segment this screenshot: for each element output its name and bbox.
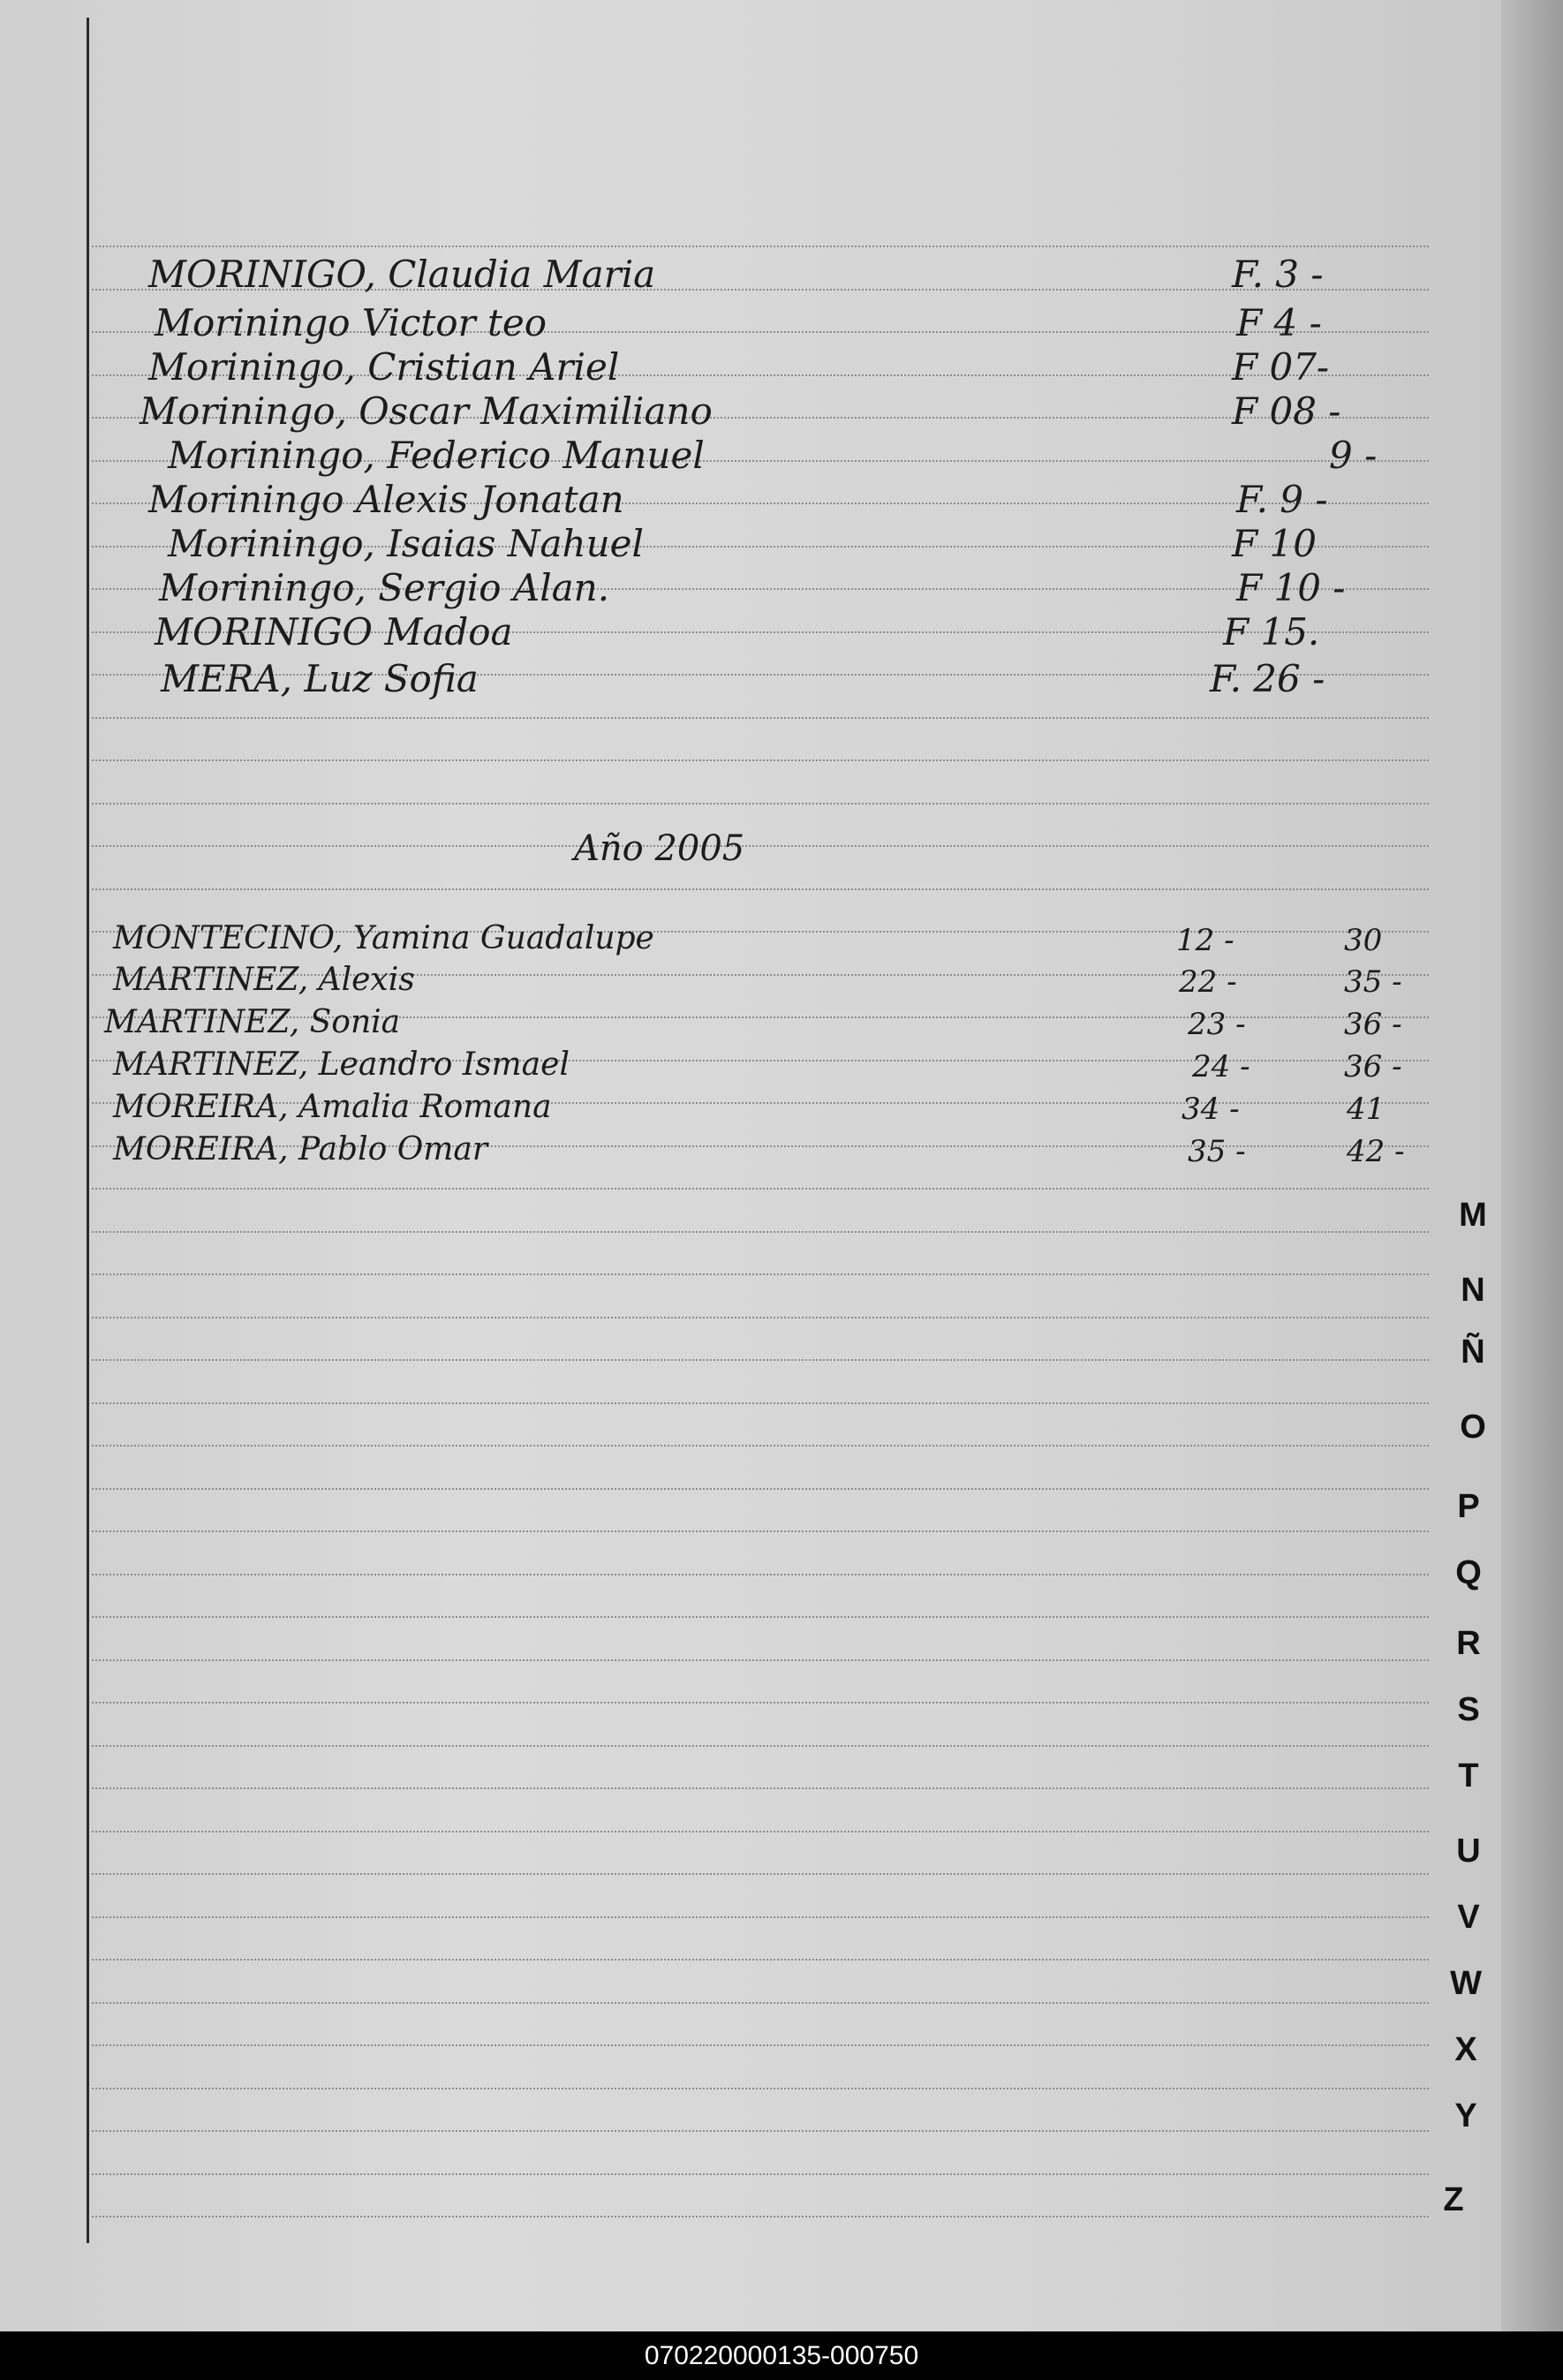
ruled-line xyxy=(92,759,1429,761)
entry-name: Moriningo, Cristian Ariel xyxy=(148,345,620,389)
entry-name: Moriningo, Sergio Alan. xyxy=(159,566,610,609)
entry-ref: F 07- xyxy=(1232,345,1330,389)
entry-ref: F 15. xyxy=(1223,610,1320,654)
entry-col2: 35 - xyxy=(1344,964,1402,1000)
ruled-line xyxy=(92,1745,1429,1747)
index-tab-p[interactable]: P xyxy=(1457,1488,1480,1525)
entry-col1: 24 - xyxy=(1192,1049,1250,1084)
entry-col2: 30 xyxy=(1344,923,1383,958)
ruled-line xyxy=(92,2130,1429,2132)
entry-col2: 36 - xyxy=(1344,1049,1402,1084)
ruled-line xyxy=(92,1659,1429,1661)
entry-ref: F. 3 - xyxy=(1232,253,1324,296)
ruled-line xyxy=(92,2088,1429,2089)
index-tab-t[interactable]: T xyxy=(1458,1757,1479,1794)
footer-code: 070220000135-000750 xyxy=(0,2331,1563,2380)
ruled-line xyxy=(92,1959,1429,1961)
ruled-line xyxy=(92,1317,1429,1318)
ruled-line xyxy=(92,1831,1429,1832)
ruled-line xyxy=(92,1273,1429,1275)
ruled-line xyxy=(92,246,1429,247)
ruled-line xyxy=(92,1188,1429,1190)
ruled-line xyxy=(92,2044,1429,2046)
page-right-edge xyxy=(1501,0,1563,2331)
ruled-line xyxy=(92,1402,1429,1404)
index-tab-m[interactable]: M xyxy=(1459,1197,1487,1234)
index-tab-s[interactable]: S xyxy=(1457,1691,1480,1728)
alphabet-index xyxy=(1429,1175,1499,2261)
entry-name: MOREIRA, Amalia Romana xyxy=(113,1089,552,1125)
ruled-line xyxy=(92,888,1429,890)
entry-name: Moriningo, Isaias Nahuel xyxy=(168,522,644,565)
entry-ref: 9 - xyxy=(1329,434,1378,477)
ruled-line xyxy=(92,1445,1429,1447)
ruled-line xyxy=(92,1702,1429,1704)
ruled-line xyxy=(92,1787,1429,1789)
index-tab-y[interactable]: Y xyxy=(1454,2097,1477,2134)
entry-name: MORINIGO Madoa xyxy=(155,610,513,654)
entry-col1: 35 - xyxy=(1188,1134,1246,1169)
entry-name: MARTINEZ, Alexis xyxy=(113,962,415,998)
entry-name: Moriningo, Federico Manuel xyxy=(168,434,705,477)
ruled-line xyxy=(92,803,1429,805)
ruled-line xyxy=(92,1359,1429,1361)
entry-name: MOREIRA, Pablo Omar xyxy=(113,1131,488,1167)
entry-name: MARTINEZ, Sonia xyxy=(104,1004,401,1040)
ruled-line xyxy=(92,845,1429,847)
ruled-line xyxy=(92,1616,1429,1618)
ruled-line xyxy=(92,2002,1429,2004)
ruled-line xyxy=(92,1916,1429,1918)
entry-col2: 41 xyxy=(1347,1092,1386,1127)
entry-col2: 42 - xyxy=(1347,1134,1405,1169)
ruled-line xyxy=(92,2173,1429,2175)
ruled-line xyxy=(92,1530,1429,1532)
index-tab-z[interactable]: Z xyxy=(1443,2181,1464,2218)
entry-ref: F 4 - xyxy=(1236,301,1322,344)
entry-name: MONTECINO, Yamina Guadalupe xyxy=(113,920,654,956)
entry-col1: 12 - xyxy=(1176,923,1235,958)
entry-name: MERA, Luz Sofia xyxy=(161,657,479,700)
index-tab-x[interactable]: X xyxy=(1454,2031,1477,2068)
index-tab-q[interactable]: Q xyxy=(1455,1554,1482,1591)
entry-ref: F 08 - xyxy=(1232,389,1341,433)
entry-name: Moriningo, Oscar Maximiliano xyxy=(140,389,713,433)
index-tab-r[interactable]: R xyxy=(1456,1625,1481,1662)
ruled-line xyxy=(92,1231,1429,1233)
entry-name: MARTINEZ, Leandro Ismael xyxy=(113,1046,570,1083)
ruled-line xyxy=(92,1873,1429,1875)
entry-ref: F. 9 - xyxy=(1236,478,1328,521)
index-tab-u[interactable]: U xyxy=(1456,1832,1481,1870)
ruled-line xyxy=(92,2216,1429,2218)
entry-name: Moriningo Victor teo xyxy=(155,301,547,344)
entry-col2: 36 - xyxy=(1344,1007,1402,1042)
margin-line xyxy=(87,18,89,2243)
index-tab-w[interactable]: W xyxy=(1450,1965,1482,2002)
index-tab-n[interactable]: N xyxy=(1461,1272,1485,1309)
section-heading: Año 2005 xyxy=(574,828,745,869)
entry-ref: F. 26 - xyxy=(1210,657,1325,700)
entry-col1: 34 - xyxy=(1182,1092,1240,1127)
entry-ref: F 10 xyxy=(1232,522,1317,565)
ruled-line xyxy=(92,1574,1429,1575)
entry-ref: F 10 - xyxy=(1236,566,1346,609)
entry-name: MORINIGO, Claudia Maria xyxy=(148,253,656,296)
entry-col1: 22 - xyxy=(1179,964,1237,1000)
ruled-line xyxy=(92,717,1429,719)
entry-name: Moriningo Alexis Jonatan xyxy=(148,478,624,521)
index-tab-v[interactable]: V xyxy=(1457,1899,1480,1936)
entry-col1: 23 - xyxy=(1188,1007,1246,1042)
ruled-line xyxy=(92,1488,1429,1490)
index-tab-o[interactable]: O xyxy=(1460,1409,1486,1446)
index-tab-enye[interactable]: Ñ xyxy=(1461,1334,1485,1371)
